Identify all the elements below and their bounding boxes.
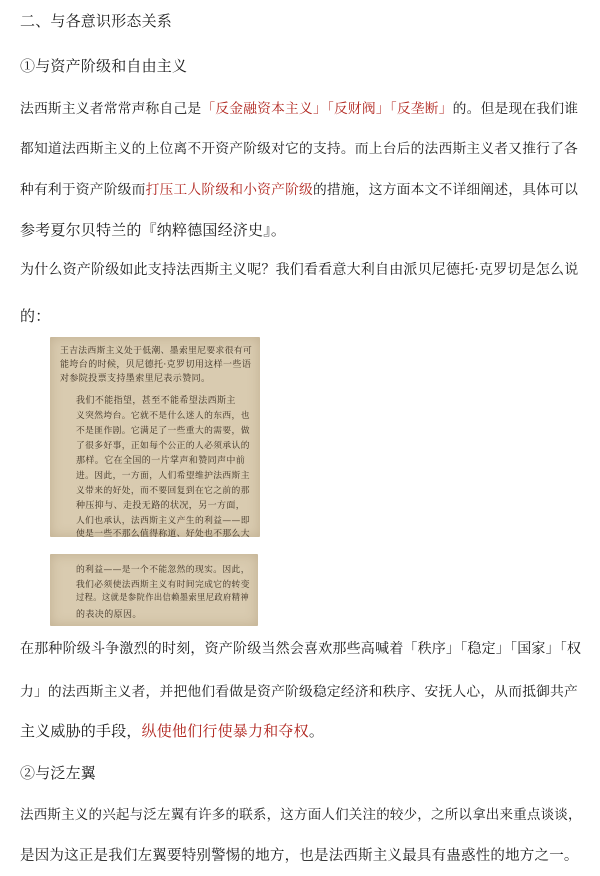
quote1-line: 义带来的好处，而不要回复到在它之前的那	[76, 486, 250, 496]
highlight-violence-power: 纵使他们行使暴力和夺权	[141, 722, 309, 740]
para4-line1: 法西斯主义的兴起与泛左翼有许多的联系，这方面人们关注的较少，之所以拿出来重点谈谈，	[20, 807, 582, 823]
scanned-quote-image-1	[50, 337, 260, 537]
para1-line3: 种有利于资产阶级而打压工人阶级和小资产阶级的措施，这方面本文不详细阐述，具体可以	[20, 182, 579, 198]
quote2-line: 的利益——是一个不能忽然的现实。因此，	[76, 565, 250, 575]
para3-line2: 力」的法西斯主义者，并把他们看做是资产阶级稳定经济和秩序、安抚人心，从而抵御共产	[20, 684, 579, 700]
subsection-title-left-wing: ②与泛左翼	[20, 764, 97, 782]
para1-line1: 法西斯主义者常常声称自己是「反金融资本主义」「反财阀」「反垄断」的。但是现在我们谁	[20, 101, 579, 117]
para3-line1: 在那种阶级斗争激烈的时刻，资产阶级当然会喜欢那些高喊着「秩序」「稳定」「国家」「权	[20, 641, 582, 657]
quote2-line: 的表决的原因。	[76, 610, 142, 620]
quote1-line: 使是一些不那么值得称道、好处也不那么大	[76, 529, 250, 537]
quote1-line: 对参院投票支持墨索里尼表示赞同。	[60, 374, 211, 384]
subsection-title-bourgeoisie: ①与资产阶级和自由主义	[20, 57, 188, 75]
para3-line3: 主义威胁的手段，纵使他们行使暴力和夺权。	[20, 722, 325, 740]
para1-line4: 参考夏尔贝特兰的『纳粹德国经济史』。	[20, 221, 287, 239]
quote2-line: 过程。这就是参院作出信赖墨索里尼政府精神	[76, 592, 249, 602]
quote1-line: 进。因此，一方面，人们希望维护法西斯主	[76, 471, 250, 481]
para1-line2: 都知道法西斯主义的上位离不开资产阶级对它的支持。而上台后的法西斯主义者又推行了各	[20, 141, 579, 157]
scanned-quote-image-2	[50, 554, 258, 626]
quote1-line: 那样。它在全国的一片掌声和赞同声中前	[76, 456, 246, 466]
highlight-anti-finance-capital: 「反金融资本主义」「反财阀」「反垄断」	[201, 101, 453, 117]
para2-line2: 的：	[20, 307, 51, 325]
para2-line1: 为什么资产阶级如此支持法西斯主义呢？我们看看意大利自由派贝尼德托·克罗切是怎么说	[20, 262, 579, 278]
quote1-line: 能垮台的时候，贝尼德托·克罗切用这样一些语	[60, 360, 252, 370]
quote1-line: 人们也承认，法西斯主义产生的利益——即	[76, 516, 250, 526]
quote1-line: 王吉法西斯主义处于低潮、墨索里尼要求很有可	[60, 346, 252, 356]
quote1-line: 我们不能指望，甚至不能希望法西斯主	[76, 396, 236, 406]
highlight-suppress-workers: 打压工人阶级和小资产阶级	[145, 182, 313, 198]
para4-line2: 是因为这正是我们左翼要特别警惕的地方，也是法西斯主义最具有蛊惑性的地方之一。	[20, 848, 579, 864]
quote2-line: 我们必须使法西斯主义有时间完成它的转变	[76, 580, 250, 590]
quote1-line: 义突然垮台。它就不是什么迷人的东西，也	[76, 411, 250, 421]
quote1-line: 种压抑与、走投无路的状况，另一方面，	[76, 501, 246, 511]
quote1-line: 不是匪作剧。它满足了一些重大的需要，做	[76, 426, 250, 436]
quote1-line: 了很多好事，正如每个公正的人必须承认的	[76, 441, 250, 451]
section-title: 二、与各意识形态关系	[20, 12, 173, 30]
